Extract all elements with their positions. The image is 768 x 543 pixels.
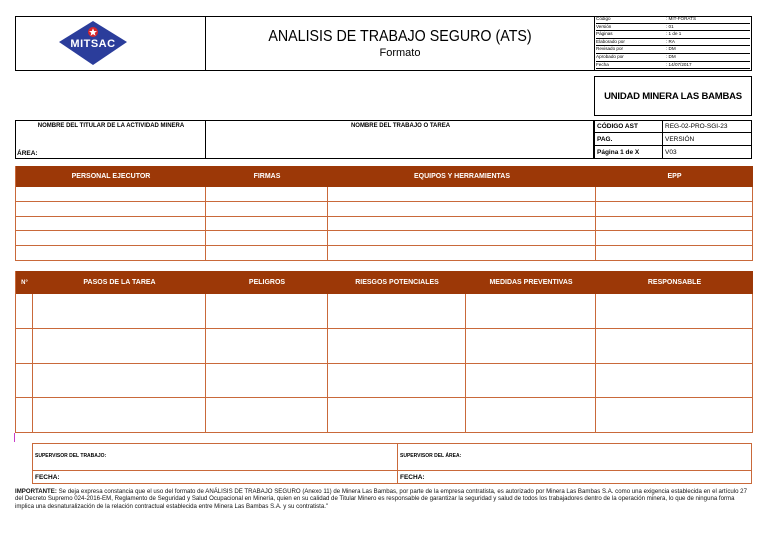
codigo-value: REG-02-PRO-SGI-23 bbox=[662, 120, 752, 133]
header-divider-left bbox=[205, 16, 206, 71]
table-cell[interactable] bbox=[328, 231, 596, 246]
table-row bbox=[16, 187, 753, 202]
th-equipos: EQUIPOS Y HERRAMIENTAS bbox=[328, 166, 596, 187]
meta-label: Código bbox=[596, 16, 611, 21]
table-row bbox=[16, 398, 753, 433]
table-cell[interactable] bbox=[328, 187, 596, 202]
pag-value: VERSIÓN bbox=[662, 132, 752, 146]
document-meta bbox=[596, 16, 750, 70]
meta-value: : MIT-FORATS bbox=[666, 16, 697, 21]
supervisor-area-label: SUPERVISOR DEL ÁREA: bbox=[400, 453, 462, 459]
meta-row bbox=[596, 31, 750, 39]
table-row bbox=[16, 246, 753, 261]
th-firmas: FIRMAS bbox=[206, 166, 328, 187]
table-cell[interactable] bbox=[596, 294, 753, 329]
meta-label: Fecha bbox=[596, 61, 609, 67]
supervisor-trabajo-label: SUPERVISOR DEL TRABAJO: bbox=[35, 453, 107, 459]
table-cell[interactable] bbox=[466, 329, 596, 364]
table-cell[interactable] bbox=[206, 217, 328, 232]
table-cell[interactable] bbox=[16, 231, 206, 246]
page-subtitle: Formato bbox=[379, 47, 421, 59]
meta-value: : RA bbox=[666, 38, 675, 44]
table-cell[interactable] bbox=[206, 231, 328, 246]
table-cell[interactable] bbox=[596, 187, 753, 202]
meta-value: : DM bbox=[666, 46, 676, 52]
area-label: ÁREA: bbox=[17, 150, 38, 157]
header-divider-right bbox=[594, 16, 595, 71]
titular-label: NOMBRE DEL TITULAR DE LA ACTIVIDAD MINERA bbox=[37, 123, 185, 129]
th-epp: EPP bbox=[596, 166, 753, 187]
important-note bbox=[15, 488, 753, 510]
table-cell[interactable] bbox=[328, 294, 466, 329]
th-medidas: MEDIDAS PREVENTIVAS bbox=[466, 271, 596, 294]
tasks-table-header bbox=[16, 271, 753, 294]
table-cell[interactable] bbox=[328, 398, 466, 433]
table-row bbox=[16, 231, 753, 246]
table-cell[interactable] bbox=[328, 364, 466, 399]
fecha-trabajo-label: FECHA: bbox=[35, 474, 60, 481]
sig-divider bbox=[397, 444, 398, 483]
table-cell[interactable] bbox=[16, 294, 33, 329]
meta-row bbox=[596, 46, 750, 54]
codigo-label: CÓDIGO AST bbox=[594, 120, 663, 133]
titular-cell bbox=[15, 120, 205, 159]
meta-value: : 01 bbox=[666, 23, 674, 29]
tasks-table-body bbox=[16, 294, 753, 433]
table-cell[interactable] bbox=[466, 364, 596, 399]
table-cell[interactable] bbox=[596, 364, 753, 399]
sig-row-divider bbox=[33, 470, 751, 471]
table-cell[interactable] bbox=[328, 217, 596, 232]
meta-value: : DM bbox=[666, 53, 676, 59]
meta-row bbox=[596, 54, 750, 62]
table-cell[interactable] bbox=[33, 294, 206, 329]
table-cell[interactable] bbox=[328, 246, 596, 261]
meta-row bbox=[596, 39, 750, 47]
table-cell[interactable] bbox=[596, 231, 753, 246]
table-cell[interactable] bbox=[33, 364, 206, 399]
tasks-table bbox=[15, 271, 752, 433]
table-cell[interactable] bbox=[16, 398, 33, 433]
table-cell[interactable] bbox=[466, 294, 596, 329]
fecha-area-label: FECHA: bbox=[400, 474, 425, 481]
left-margin-mark bbox=[14, 433, 15, 442]
table-cell[interactable] bbox=[206, 398, 328, 433]
page-title: ANALISIS DE TRABAJO SEGURO (ATS) bbox=[268, 28, 532, 45]
pagina-label: Página 1 de X bbox=[594, 145, 663, 159]
th-personal-ejecutor: PERSONAL EJECUTOR bbox=[16, 166, 206, 187]
table-cell[interactable] bbox=[596, 246, 753, 261]
pag-label: PAG. bbox=[594, 132, 663, 146]
info-table bbox=[15, 120, 752, 159]
pagina-value: V03 bbox=[662, 145, 752, 159]
signature-table bbox=[32, 443, 752, 484]
mitsac-logo bbox=[57, 20, 129, 67]
table-cell[interactable] bbox=[16, 246, 206, 261]
table-row bbox=[16, 364, 753, 399]
table-row bbox=[16, 329, 753, 364]
table-row bbox=[16, 217, 753, 232]
table-cell[interactable] bbox=[328, 329, 466, 364]
table-cell[interactable] bbox=[596, 329, 753, 364]
meta-label: Páginas bbox=[596, 31, 613, 37]
th-pasos: PASOS DE LA TAREA bbox=[33, 271, 206, 294]
table-cell[interactable] bbox=[206, 202, 328, 217]
code-grid bbox=[594, 120, 752, 159]
meta-label: Aprobado por bbox=[596, 53, 624, 59]
trabajo-label: NOMBRE DEL TRABAJO O TAREA bbox=[350, 123, 451, 129]
personal-table-body bbox=[16, 187, 753, 261]
meta-row bbox=[596, 16, 750, 24]
meta-value: : 14/07/2017 bbox=[666, 61, 692, 67]
meta-row bbox=[596, 24, 750, 32]
logo-text: MITSAC bbox=[70, 38, 116, 50]
personal-table-header bbox=[16, 166, 753, 187]
table-cell[interactable] bbox=[596, 398, 753, 433]
table-cell[interactable] bbox=[33, 329, 206, 364]
meta-label: Versión bbox=[596, 23, 612, 29]
th-riesgos: RIESGOS POTENCIALES bbox=[328, 271, 466, 294]
meta-label: Elaborado por bbox=[596, 38, 625, 44]
unit-box bbox=[594, 76, 752, 116]
table-cell[interactable] bbox=[466, 398, 596, 433]
th-responsable: RESPONSABLE bbox=[596, 271, 753, 294]
table-cell[interactable] bbox=[16, 187, 206, 202]
table-cell[interactable] bbox=[206, 187, 328, 202]
table-cell[interactable] bbox=[206, 246, 328, 261]
table-row bbox=[16, 294, 753, 329]
meta-row bbox=[596, 62, 750, 70]
trabajo-cell bbox=[205, 120, 594, 159]
table-cell[interactable] bbox=[16, 217, 206, 232]
table-cell[interactable] bbox=[206, 294, 328, 329]
important-label: IMPORTANTE: bbox=[15, 488, 57, 495]
table-cell[interactable] bbox=[206, 364, 328, 399]
th-numero: N° bbox=[16, 271, 33, 294]
table-cell[interactable] bbox=[33, 398, 206, 433]
table-cell[interactable] bbox=[206, 329, 328, 364]
table-cell[interactable] bbox=[16, 202, 206, 217]
table-cell[interactable] bbox=[596, 202, 753, 217]
meta-value: : 1 de 1 bbox=[666, 31, 682, 37]
personal-table bbox=[15, 166, 752, 261]
th-peligros: PELIGROS bbox=[206, 271, 328, 294]
important-text: Se deja expresa constancia que el uso del formato de ANÁLISIS DE TRABAJO SEGURO (Anexo 11) de Minera Las Bambas, por parte de la empresa contratista, es autorizado por Minera Las Bambas S.A. como una exigencia establecida en el artículo 27 del Decreto Supremo 024-2016-EM, Reglamento de Seguridad y Salud Ocupacional en Minería, quien en su calidad de Titular Minero es responsable de garantizar la seguridad y salud de todos los trabajadores dentro de la operación minera, lo que de ninguna forma implica una desnaturalización de la relación contractual establecida entre Minera Las Bambas S.A. y su contratista." bbox=[15, 488, 747, 510]
table-cell[interactable] bbox=[596, 217, 753, 232]
table-cell[interactable] bbox=[16, 329, 33, 364]
unit-name: UNIDAD MINERA LAS BAMBAS bbox=[604, 90, 742, 102]
meta-label: Revisado por bbox=[596, 46, 624, 52]
table-cell[interactable] bbox=[328, 202, 596, 217]
table-cell[interactable] bbox=[16, 364, 33, 399]
table-row bbox=[16, 202, 753, 217]
